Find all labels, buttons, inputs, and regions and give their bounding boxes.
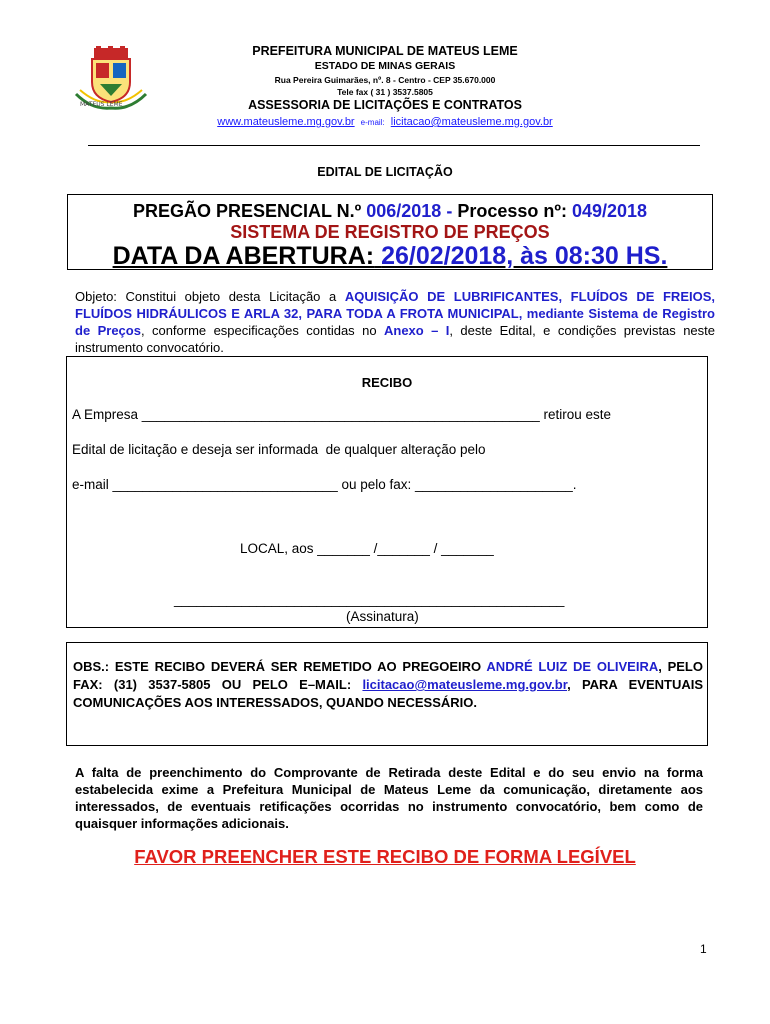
prefeitura-name: PREFEITURA MUNICIPAL DE MATEUS LEME <box>252 44 518 58</box>
email-label: e-mail: <box>360 118 385 127</box>
obs-end: , PARA EVENTUAIS COMUNICAÇÕES AOS INTERESSADOS, QUANDO NECESSÁRIO. <box>73 677 704 710</box>
svg-text:MATEUS LEME: MATEUS LEME <box>80 101 123 108</box>
contact-line <box>150 116 620 128</box>
telefax: Tele fax ( 31 ) 3537.5805 <box>337 87 433 97</box>
recibo-local-line: LOCAL, aos _______ /_______ / _______ <box>240 541 494 556</box>
registro-precos-line: SISTEMA DE REGISTRO DE PREÇOS <box>230 222 550 242</box>
objeto-paragraph <box>75 288 715 356</box>
estado-name: ESTADO DE MINAS GERAIS <box>314 60 456 72</box>
page-number: 1 <box>700 942 707 956</box>
objeto-end: , deste Edital, e condições previstas neste instrumento convocatório. <box>75 323 715 355</box>
recibo-edital-line: Edital de licitação e deseja ser informada de qualquer alteração pelo <box>72 442 486 457</box>
signature-line: ____________________________________________________ <box>174 592 565 607</box>
pregoeiro-name: ANDRÉ LUIZ DE OLIVEIRA <box>486 659 659 674</box>
objeto-anexo: Anexo – I <box>383 323 450 338</box>
recibo-title: RECIBO <box>361 375 413 390</box>
data-abertura-label: DATA DA ABERTURA: <box>112 242 375 270</box>
favor-notice: FAVOR PREENCHER ESTE RECIBO DE FORMA LEGÍVEL <box>134 846 636 867</box>
recibo-box <box>66 356 708 628</box>
recibo-email-line: e-mail ______________________________ ou pelo fax: _____________________. <box>72 477 577 492</box>
document-title: EDITAL DE LICITAÇÃO <box>317 165 453 179</box>
recibo-empresa-line: A Empresa _____________________________________________________ retirou este <box>72 407 611 422</box>
pregao-dash: - <box>446 201 453 221</box>
falta-paragraph: A falta de preenchimento do Comprovante de Retirada deste Edital e do seu envio na forma estabelecida exime a Prefeitura Municipal de Mateus Leme da comunicação, diretamente aos interessados, de eventuais retificações ocorridas no instrumento convocatório, bem como de quaisquer informações adicionais. <box>75 765 703 831</box>
objeto-middle: , conforme especificações contidas no <box>140 323 377 338</box>
assessoria-name: ASSESSORIA DE LICITAÇÕES E CONTRATOS <box>248 98 522 112</box>
pregao-number: 006/2018 <box>366 201 442 221</box>
data-abertura-line <box>67 242 713 271</box>
processo-label: Processo nº: <box>457 201 567 221</box>
pregao-line <box>67 201 713 222</box>
municipal-crest-icon <box>72 46 150 112</box>
objeto-highlight: AQUISIÇÃO DE LUBRIFICANTES, FLUÍDOS DE FREIOS, FLUÍDOS HIDRÁULICOS E ARLA 32, PARA TODA A FROTA MUNICIPAL, mediante Sistema de Registro de Preços <box>75 289 715 338</box>
processo-number: 049/2018 <box>571 201 648 221</box>
obs-paragraph <box>73 658 703 712</box>
data-abertura-value: 26/02/2018, às 08:30 HS. <box>381 242 668 270</box>
obs-email-link[interactable]: licitacao@mateusleme.mg.gov.br <box>362 677 568 692</box>
signature-label: (Assinatura) <box>346 609 419 624</box>
obs-middle: , PELO FAX: (31) 3537-5805 OU PELO E–MAIL: <box>73 659 703 692</box>
email-link[interactable]: licitacao@mateusleme.mg.gov.br <box>390 116 553 128</box>
objeto-intro: Objeto: Constitui objeto desta Licitação a <box>75 289 337 304</box>
address: Rua Pereira Guimarães, nº. 8 - Centro - CEP 35.670.000 <box>274 75 496 85</box>
pregao-label: PREGÃO PRESENCIAL N.º <box>132 201 362 221</box>
obs-prefix: OBS.: ESTE RECIBO DEVERÁ SER REMETIDO AO PREGOEIRO <box>73 659 482 674</box>
website-link[interactable]: www.mateusleme.mg.gov.br <box>217 116 355 128</box>
header-divider <box>88 145 700 146</box>
